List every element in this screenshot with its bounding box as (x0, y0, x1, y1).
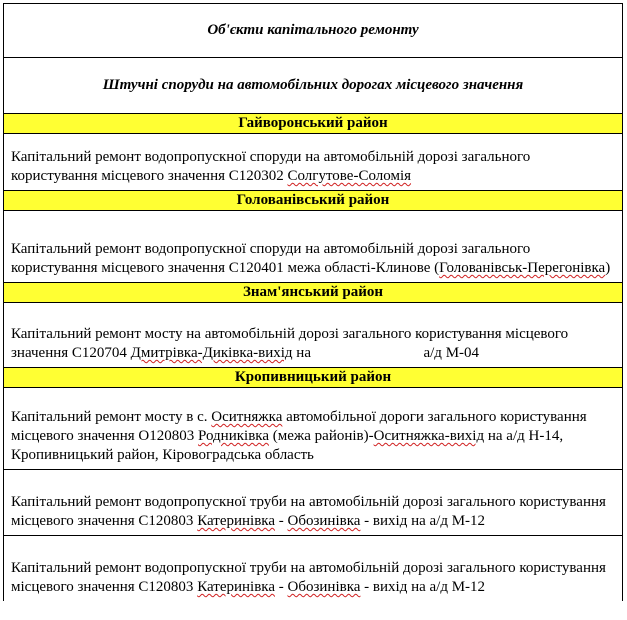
item-text: Капітальний ремонт мосту в с. (11, 409, 212, 425)
item-text: Капітальний ремонт водопропускної споруди на автомобільній дорозі загального користування місцевого значення С120401 межа області-Клинове ( (11, 241, 531, 276)
village-name: Родниківка (198, 428, 269, 444)
village-name: Обозинівка (287, 579, 361, 595)
district-header (3, 113, 623, 133)
repair-item (3, 210, 623, 282)
item-text: Капітальний ремонт мосту на автомобільній дорозі загального користування місцевого значення С120704 (11, 326, 572, 361)
village-name: Катеринівка (197, 513, 275, 529)
district-name: Голованівський район (236, 192, 390, 208)
repair-item-text (11, 240, 616, 278)
repair-item-text (11, 493, 616, 531)
repair-item (3, 469, 623, 535)
subtitle-text: Штучні споруди на автомобільних дорогах місцевого значення (102, 77, 524, 93)
road-name: Оситняжка-вихід (373, 428, 485, 444)
item-text: на а/д Н-14, Кропивницький район, Кіровоградська область (11, 428, 564, 463)
item-text: - вихід на а/д М-12 (360, 579, 486, 595)
item-text: - (275, 579, 288, 595)
repair-item-text (11, 148, 616, 186)
district-header (3, 282, 623, 302)
item-text: Капітальний ремонт водопропускної труби на автомобільній дорозі загального користування місцевого значення С120803 (11, 560, 606, 595)
repair-item (3, 387, 623, 469)
item-text: - вихід на а/д М-12 (360, 513, 486, 529)
village-name: Обозинівка (287, 513, 361, 529)
village-name: Оситняжка (211, 409, 283, 425)
title-text: Об'єкти капітального ремонту (207, 22, 419, 38)
item-text: автомобільної дороги загального користування місцевого значення О120803 (11, 409, 587, 444)
repair-item (3, 302, 623, 367)
item-text: - (275, 513, 288, 529)
item-text: на а/д М-04 (292, 345, 480, 361)
repair-item-text (11, 408, 616, 465)
district-header (3, 367, 623, 387)
item-text: ) (605, 260, 611, 276)
road-name: Голованівськ-Перегонівка (439, 260, 606, 276)
repair-item (3, 133, 623, 190)
repair-item-text (11, 325, 616, 363)
table-subtitle (3, 57, 623, 113)
district-header (3, 190, 623, 210)
village-name: Катеринівка (197, 579, 275, 595)
item-text: (межа районів)- (269, 428, 374, 444)
item-text: Капітальний ремонт водопропускної труби на автомобільній дорозі загального користування місцевого значення С120803 (11, 494, 606, 529)
road-name: Дмитрівка-Диківка-вихід (130, 345, 293, 361)
district-name: Гайворонський район (238, 115, 388, 131)
road-name: Солгутове-Соломія (287, 168, 412, 184)
document-table (3, 3, 623, 601)
district-name: Знам'янський район (242, 284, 384, 300)
item-text: Капітальний ремонт водопропускної споруди на автомобільній дорозі загального користування місцевого значення С120302 (11, 149, 531, 184)
table-title (3, 3, 623, 57)
district-name: Кропивницький район (234, 369, 392, 385)
repair-item (3, 535, 623, 601)
repair-item-text (11, 559, 616, 597)
